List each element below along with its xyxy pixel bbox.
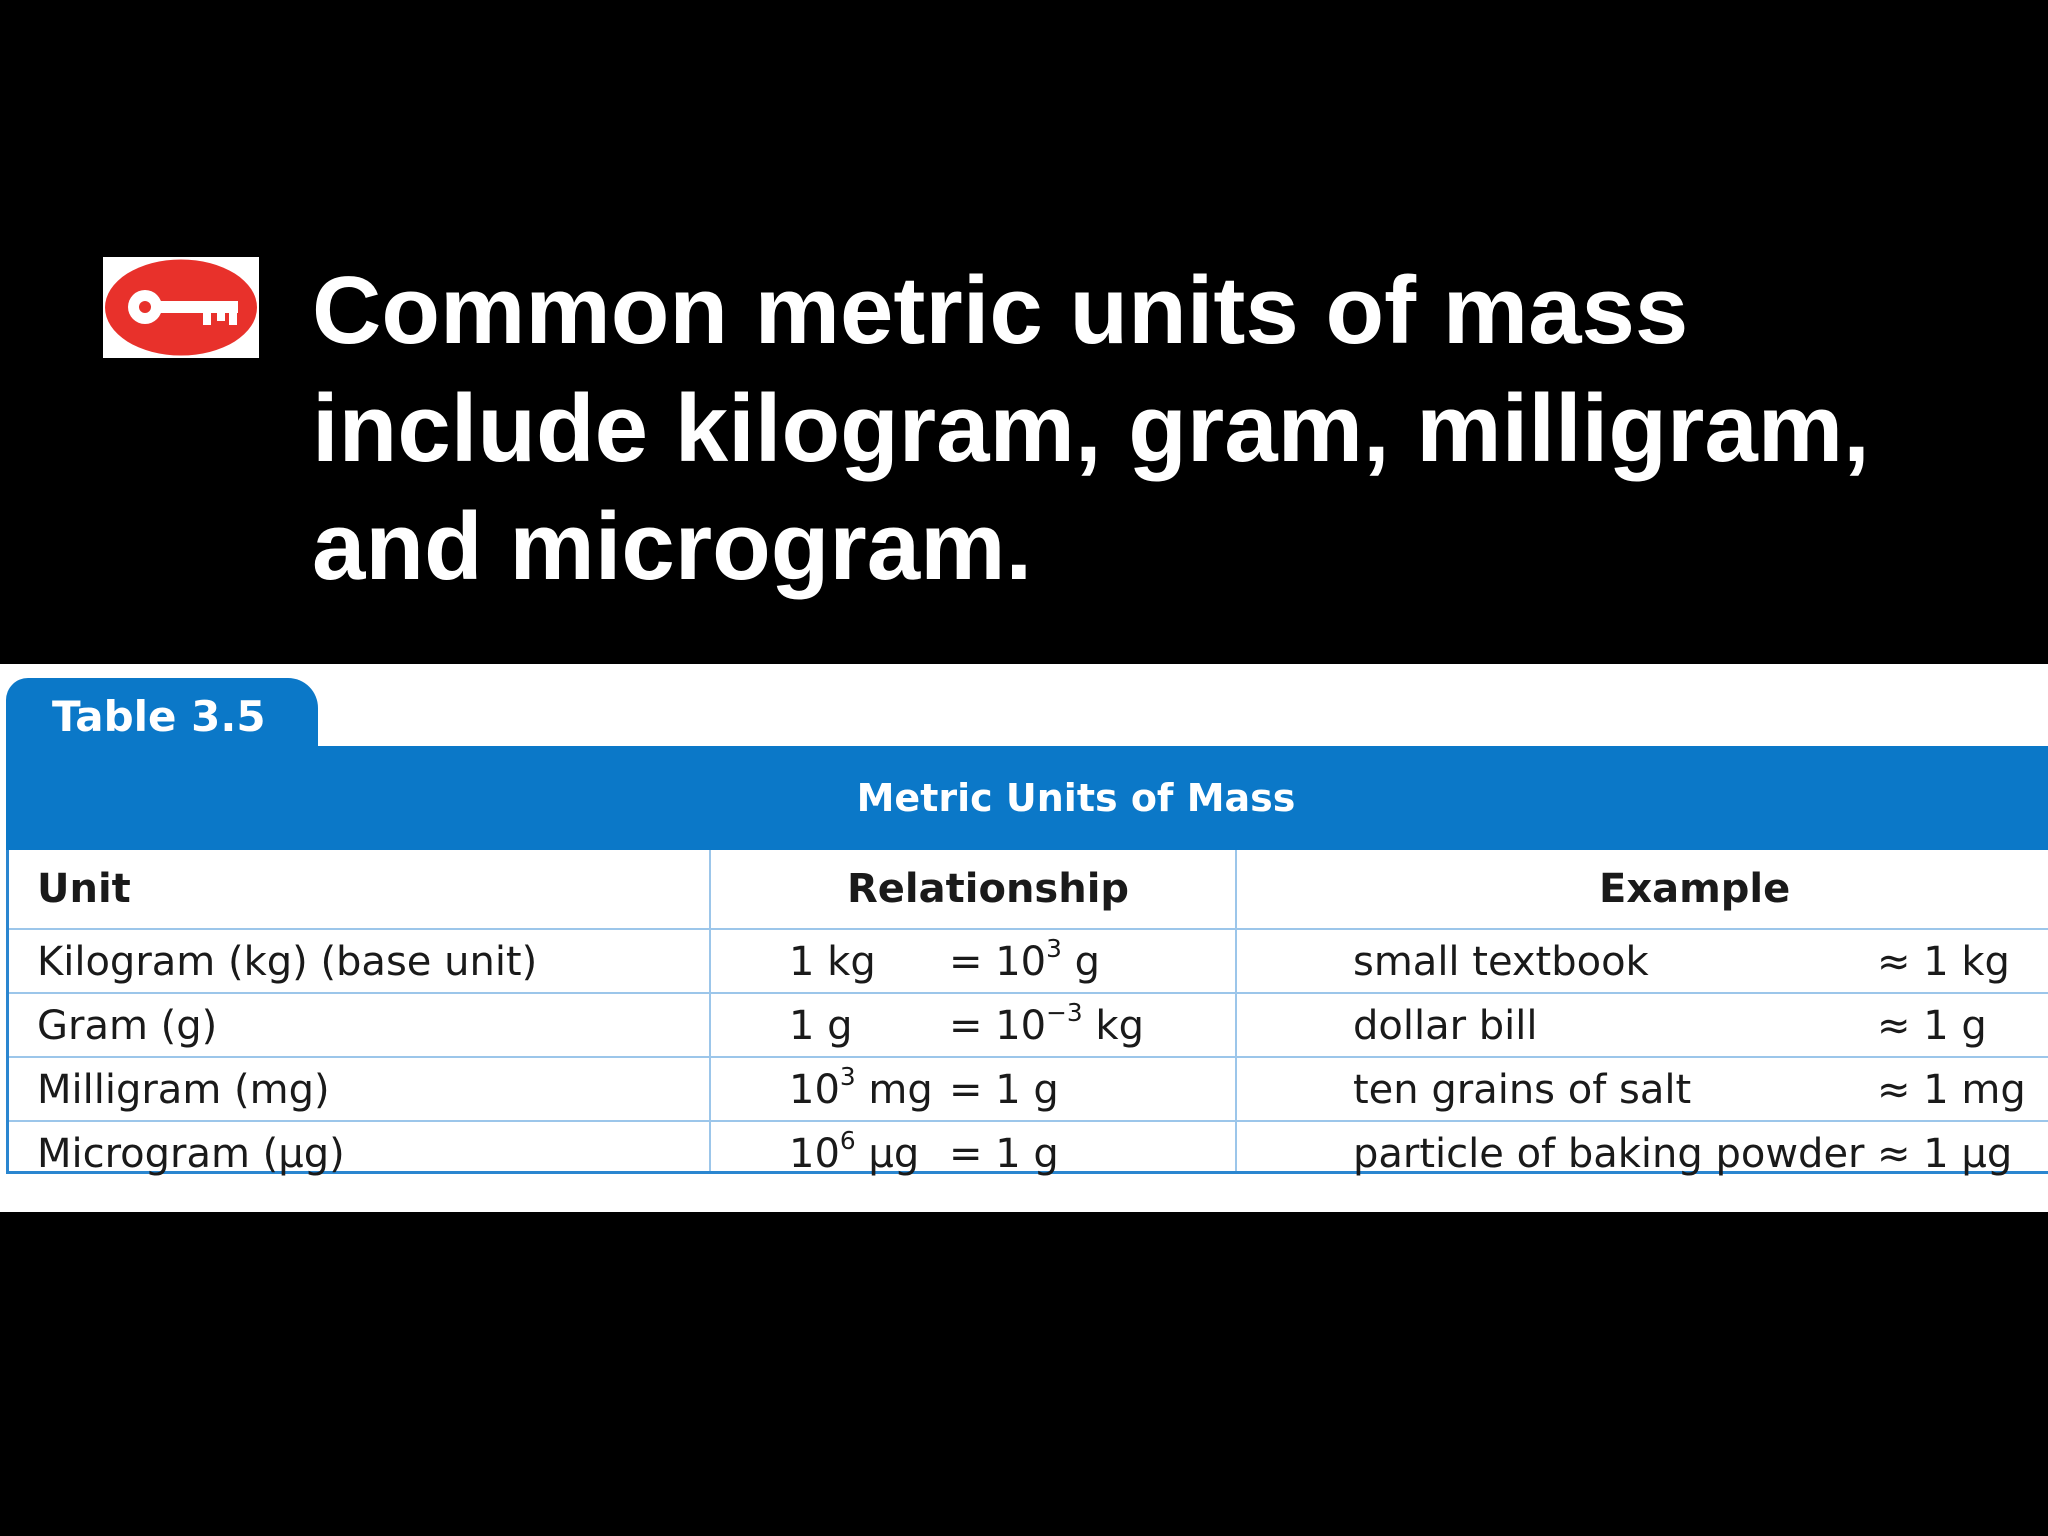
relationship-base: 10 (789, 1067, 840, 1113)
unit-cell: Gram (g) (37, 1003, 218, 1049)
relationship-exponent: 3 (1046, 934, 1062, 964)
relationship-left (789, 1060, 933, 1120)
relationship-base: 10 (789, 1131, 840, 1177)
relationship-right: = 1 g (949, 1131, 1059, 1177)
unit-cell: Milligram (mg) (37, 1067, 330, 1113)
table-row (9, 1122, 2048, 1177)
relationship-base: = 10 (949, 1003, 1047, 1049)
slide-title-line-1: Common metric units of mass (312, 257, 1689, 364)
column-header-unit: Unit (37, 866, 131, 912)
relationship-left: 1 kg (789, 939, 876, 985)
metric-mass-table (0, 664, 2048, 1212)
relationship-exponent: −3 (1046, 998, 1083, 1028)
example-cell: particle of baking powder (1353, 1131, 1865, 1177)
table-number-tab (6, 678, 318, 746)
unit-cell: Kilogram (kg) (base unit) (37, 939, 538, 985)
relationship-right (949, 932, 1100, 992)
relationship-unit: mg (855, 1067, 933, 1113)
key-concept-badge (103, 257, 259, 358)
slide-title-line-2: include kilogram, gram, milligram, (312, 375, 1870, 482)
table-row (9, 994, 2048, 1058)
table-caption-band (6, 746, 2048, 850)
column-header-relationship: Relationship (847, 866, 1130, 912)
example-cell: dollar bill (1353, 1003, 1538, 1049)
approx-value: ≈ 1 g (1877, 1003, 1987, 1049)
relationship-right: = 1 g (949, 1067, 1059, 1113)
relationship-unit: g (1061, 939, 1101, 985)
relationship-left: 1 g (789, 1003, 853, 1049)
approx-value: ≈ 1 kg (1877, 939, 2010, 985)
table-grid (6, 850, 2048, 1177)
relationship-left (789, 1124, 919, 1184)
relationship-unit: kg (1082, 1003, 1144, 1049)
relationship-base: = 10 (949, 939, 1047, 985)
relationship-exponent: 3 (839, 1062, 856, 1092)
relationship-unit: μg (855, 1131, 920, 1177)
unit-cell: Microgram (μg) (37, 1131, 345, 1177)
relationship-right (949, 996, 1144, 1056)
table-row (9, 1058, 2048, 1122)
slide-title-line-3: and microgram. (312, 493, 1033, 600)
table-caption: Metric Units of Mass (856, 776, 1296, 820)
table-number-label: Table 3.5 (52, 692, 266, 741)
relationship-exponent: 6 (839, 1126, 856, 1156)
table-row (9, 930, 2048, 994)
key-icon (103, 257, 259, 358)
example-cell: small textbook (1353, 939, 1649, 985)
approx-value: ≈ 1 μg (1877, 1131, 2013, 1177)
example-cell: ten grains of salt (1353, 1067, 1692, 1113)
table-header-row (9, 850, 2048, 930)
column-header-example: Example (1599, 866, 1791, 912)
slide-title (312, 252, 2012, 606)
approx-value: ≈ 1 mg (1877, 1067, 2026, 1113)
